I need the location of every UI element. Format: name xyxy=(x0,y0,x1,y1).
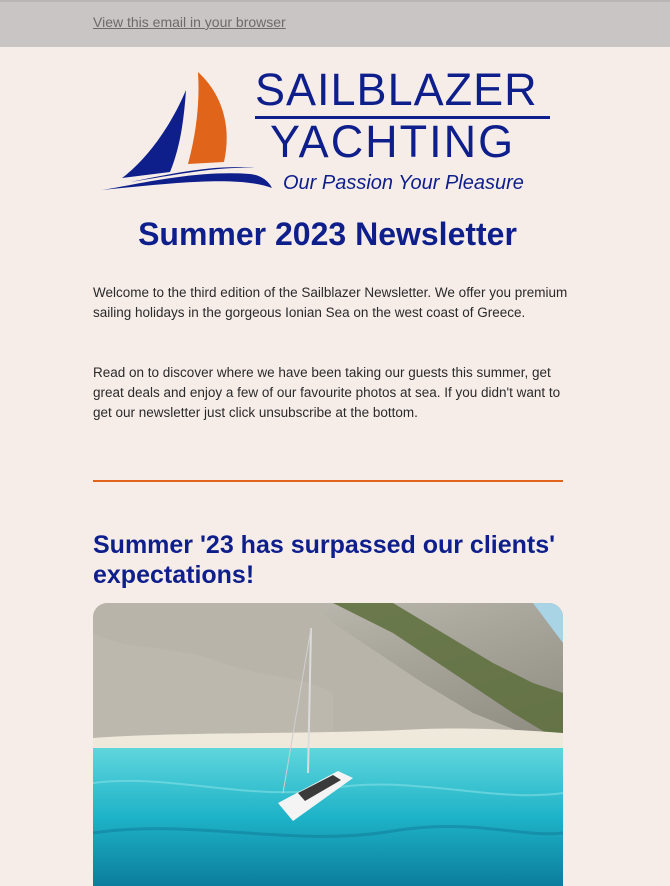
brand-name-line2: YACHTING xyxy=(270,116,516,167)
section-divider xyxy=(93,480,563,482)
brand-name-line1: SAILBLAZER xyxy=(255,64,538,115)
newsletter-title: Summer 2023 Newsletter xyxy=(138,216,517,252)
browser-view-bar xyxy=(0,0,670,47)
intro-paragraph-1: Welcome to the third edition of the Sailblazer Newsletter. We offer you premium sailing holidays in the gorgeous Ionian Sea on the west coast of Greece. xyxy=(93,285,568,320)
yacht-photo-image xyxy=(93,603,563,886)
yacht-cove-photo xyxy=(93,603,563,886)
brand-tagline: Our Passion Your Pleasure xyxy=(283,172,524,194)
view-in-browser-link[interactable]: View this email in your browser xyxy=(93,14,286,30)
sailblazer-logo xyxy=(100,64,560,196)
sailboat-icon xyxy=(100,64,275,196)
section-heading: Summer '23 has surpassed our clients' expectations! xyxy=(93,531,556,589)
intro-paragraph-2: Read on to discover where we have been taking our guests this summer, get great deals and enjoy a few of our favourite photos at sea. If you didn't want to get our newsletter just click unsubscribe at the bottom. xyxy=(93,365,561,420)
